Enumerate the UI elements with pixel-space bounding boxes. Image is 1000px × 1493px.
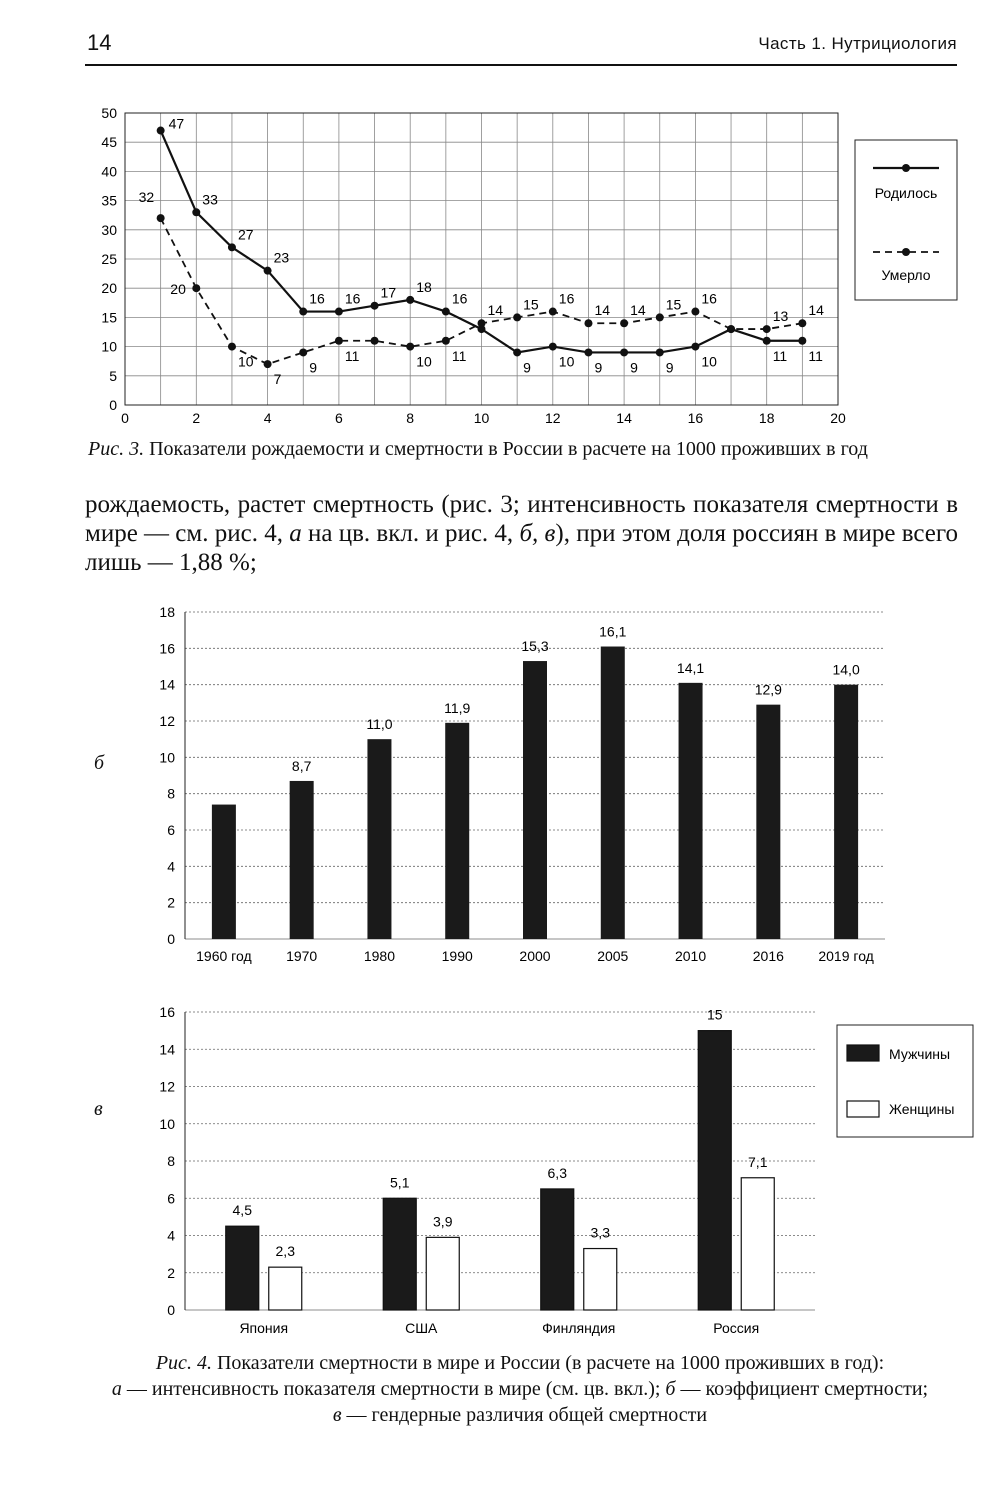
fig4v-y-tick: 0 bbox=[167, 1302, 175, 1318]
fig4b-data-label: 16,1 bbox=[599, 623, 627, 640]
fig3-x-tick: 4 bbox=[263, 410, 272, 426]
fig3-y-tick: 0 bbox=[109, 397, 117, 413]
fig4b-x-label: 2000 bbox=[519, 948, 551, 964]
fig3-point bbox=[584, 319, 592, 327]
fig4v-x-label: США bbox=[405, 1320, 438, 1336]
fig3-point bbox=[763, 325, 771, 333]
fig3-point bbox=[442, 337, 450, 345]
fig3-point bbox=[406, 296, 414, 304]
fig4b-y-tick: 6 bbox=[167, 822, 175, 838]
fig3-x-tick: 2 bbox=[192, 410, 201, 426]
fig4-caption-line2a: — интенсивность показателя смертности в мире (см. цв. вкл.); bbox=[121, 1378, 666, 1400]
fig3-y-tick: 10 bbox=[101, 338, 117, 355]
fig3-data-label: 14 bbox=[808, 302, 824, 319]
fig3-point bbox=[798, 319, 806, 327]
fig3-point bbox=[264, 360, 272, 368]
fig4b-bar bbox=[601, 647, 625, 939]
fig4b-y-tick: 4 bbox=[167, 858, 175, 875]
fig4b-data-label: 8,7 bbox=[291, 757, 312, 774]
fig4-caption-line1-text: Показатели смертности в мире и России (в расчете на 1000 проживших в год): bbox=[216, 1352, 885, 1374]
fig3-point bbox=[656, 348, 664, 356]
fig4v-y-tick: 10 bbox=[159, 1115, 175, 1132]
fig3-point bbox=[727, 325, 735, 333]
fig3-y-tick: 5 bbox=[109, 367, 117, 384]
fig3-x-tick: 20 bbox=[830, 410, 846, 426]
fig4b-x-label: 1990 bbox=[441, 948, 473, 964]
fig4b-bar bbox=[756, 705, 780, 939]
fig3-point bbox=[192, 208, 200, 216]
fig4v-bar-women bbox=[269, 1267, 302, 1310]
fig4-caption-line2b: — коэффициент смертности; bbox=[675, 1378, 929, 1400]
fig4b-x-label: 2019 год bbox=[818, 948, 874, 964]
fig3-data-label: 16 bbox=[344, 290, 361, 307]
fig3-data-label: 15 bbox=[523, 296, 539, 313]
fig4b-bar bbox=[212, 805, 236, 939]
fig3-point bbox=[406, 343, 414, 351]
fig4v-legend-swatch-men bbox=[847, 1045, 879, 1061]
fig4v-bar-men bbox=[383, 1198, 416, 1310]
fig3-point bbox=[299, 308, 307, 316]
fig3-data-label: 9 bbox=[665, 359, 674, 376]
fig4-caption-v: в bbox=[332, 1404, 342, 1426]
fig3-line-chart bbox=[0, 95, 1000, 435]
fig4b-x-label: 1980 bbox=[363, 948, 396, 964]
fig3-point bbox=[192, 284, 200, 292]
fig3-point bbox=[798, 337, 806, 345]
fig4b-y-tick: 14 bbox=[159, 676, 175, 693]
fig4b-x-label: 2010 bbox=[674, 948, 707, 964]
fig3-x-tick: 8 bbox=[406, 410, 415, 426]
fig4v-y-tick: 4 bbox=[167, 1227, 175, 1244]
body-ref-a: а bbox=[289, 520, 302, 547]
fig3-legend-marker-born bbox=[902, 164, 910, 172]
body-paragraph bbox=[85, 490, 958, 577]
fig4v-y-tick: 12 bbox=[159, 1078, 175, 1095]
fig3-point bbox=[549, 308, 557, 316]
fig4v-data-label: 2,3 bbox=[275, 1243, 295, 1260]
fig4b-bar bbox=[834, 685, 858, 939]
fig3-data-label: 11 bbox=[451, 347, 467, 364]
fig3-data-label: 9 bbox=[630, 359, 638, 376]
fig4v-data-label: 7,1 bbox=[748, 1153, 768, 1170]
fig3-data-label: 7 bbox=[273, 371, 282, 388]
fig4-caption-line2 bbox=[80, 1376, 960, 1402]
fig4b-data-label: 14,1 bbox=[676, 659, 705, 676]
fig4b-data-label: 15,3 bbox=[521, 638, 549, 655]
fig3-y-tick: 45 bbox=[101, 134, 117, 151]
fig4v-legend-box bbox=[837, 1025, 973, 1137]
fig3-data-label: 9 bbox=[594, 359, 603, 376]
fig3-data-label: 16 bbox=[451, 290, 468, 307]
fig4b-x-label: 2005 bbox=[597, 948, 629, 964]
fig4-caption-label: Рис. 4. bbox=[155, 1352, 212, 1374]
fig3-y-tick: 20 bbox=[101, 280, 117, 297]
fig4v-x-label: Финляндия bbox=[542, 1320, 616, 1336]
fig3-data-label: 32 bbox=[138, 189, 155, 206]
fig3-data-label: 14 bbox=[594, 302, 611, 319]
fig3-data-label: 16 bbox=[309, 290, 325, 307]
fig3-data-label: 17 bbox=[380, 284, 397, 301]
fig4b-y-tick: 16 bbox=[159, 640, 175, 657]
fig4v-y-tick: 14 bbox=[159, 1041, 175, 1058]
fig4v-bar-chart bbox=[0, 1000, 1000, 1345]
fig3-point bbox=[335, 337, 343, 345]
fig4b-x-label: 2016 bbox=[752, 948, 784, 964]
fig3-point bbox=[228, 343, 236, 351]
fig3-x-tick: 6 bbox=[335, 410, 343, 426]
fig4v-x-label: Япония bbox=[239, 1320, 289, 1336]
fig3-caption-label: Рис. 3. bbox=[88, 438, 145, 460]
fig3-data-label: 16 bbox=[558, 290, 575, 307]
fig3-point bbox=[335, 308, 343, 316]
fig3-data-label: 20 bbox=[170, 281, 186, 298]
fig4-caption-b: б bbox=[665, 1378, 676, 1400]
fig4b-bar bbox=[367, 739, 391, 939]
fig3-point bbox=[264, 267, 272, 275]
fig4b-y-tick: 10 bbox=[159, 749, 175, 766]
fig3-point bbox=[157, 127, 165, 135]
fig3-point bbox=[691, 343, 699, 351]
fig4b-y-tick: 12 bbox=[159, 713, 175, 729]
fig4v-data-label: 4,5 bbox=[232, 1202, 252, 1219]
fig4b-bar bbox=[679, 683, 703, 939]
fig3-y-tick: 35 bbox=[101, 192, 117, 209]
fig3-data-label: 10 bbox=[237, 353, 254, 370]
body-part-3: ), при этом доля россиян в мире всего лишь — 1,88 %; bbox=[85, 520, 958, 576]
fig3-data-label: 47 bbox=[168, 115, 185, 132]
fig3-y-tick: 50 bbox=[101, 105, 117, 121]
fig3-point bbox=[656, 313, 664, 321]
fig3-point bbox=[620, 348, 628, 356]
fig4-caption-line3 bbox=[80, 1402, 960, 1428]
fig4b-data-label: 14,0 bbox=[832, 661, 860, 678]
fig3-data-label: 16 bbox=[701, 290, 717, 307]
fig4v-data-label: 5,1 bbox=[390, 1174, 410, 1191]
fig3-point bbox=[299, 348, 307, 356]
fig4b-y-tick: 18 bbox=[159, 604, 175, 620]
fig3-point bbox=[513, 313, 521, 321]
body-part-2: на цв. вкл. и рис. 4, bbox=[301, 520, 520, 547]
fig3-point bbox=[763, 337, 771, 345]
fig3-x-tick: 0 bbox=[121, 410, 129, 426]
fig3-data-label: 33 bbox=[202, 191, 218, 208]
fig4b-bar bbox=[290, 781, 314, 939]
fig3-x-tick: 12 bbox=[545, 410, 561, 426]
fig4b-data-label: 11,9 bbox=[444, 699, 471, 716]
fig3-point bbox=[442, 308, 450, 316]
fig4v-bar-women bbox=[584, 1249, 617, 1310]
fig4v-x-label: Россия bbox=[713, 1320, 760, 1336]
fig3-y-tick: 30 bbox=[101, 221, 117, 238]
fig3-point bbox=[371, 302, 379, 310]
fig3-point bbox=[584, 348, 592, 356]
fig3-data-label: 14 bbox=[630, 302, 646, 319]
fig3-y-tick: 25 bbox=[101, 251, 117, 267]
fig4b-y-tick: 2 bbox=[167, 894, 175, 911]
fig3-caption-text: Показатели рождаемости и смертности в России в расчете на 1000 проживших в год bbox=[149, 438, 868, 460]
fig4b-data-label: 12,9 bbox=[754, 681, 782, 698]
fig3-data-label: 10 bbox=[558, 353, 575, 370]
fig4v-data-label: 3,3 bbox=[590, 1224, 610, 1241]
fig3-caption bbox=[88, 436, 968, 462]
fig4b-bar bbox=[445, 723, 469, 939]
fig4v-data-label: 3,9 bbox=[433, 1213, 453, 1230]
fig4v-y-tick: 8 bbox=[167, 1153, 175, 1169]
fig3-legend-label-born: Родилось bbox=[874, 185, 938, 201]
body-ref-bv: б, в bbox=[519, 520, 556, 547]
fig4v-data-label: 15 bbox=[706, 1006, 723, 1023]
fig4v-bar-men bbox=[541, 1189, 574, 1310]
fig3-data-label: 13 bbox=[772, 308, 789, 325]
fig3-data-label: 15 bbox=[665, 296, 682, 313]
fig3-point bbox=[228, 243, 236, 251]
fig4b-y-tick: 0 bbox=[167, 931, 175, 947]
fig4v-legend-label-men: Мужчины bbox=[889, 1046, 951, 1062]
fig4b-bar bbox=[523, 661, 547, 939]
fig4b-bar-chart bbox=[0, 600, 1000, 970]
fig4v-y-tick: 16 bbox=[159, 1004, 175, 1020]
fig4-caption bbox=[80, 1350, 960, 1428]
fig3-y-tick: 15 bbox=[101, 309, 117, 326]
fig3-x-tick: 18 bbox=[758, 410, 775, 426]
fig3-data-label: 11 bbox=[344, 347, 360, 364]
fig3-x-tick: 14 bbox=[616, 410, 632, 426]
fig4v-letter: в bbox=[94, 1098, 103, 1120]
fig3-data-label: 10 bbox=[416, 353, 432, 370]
fig4-caption-line1 bbox=[80, 1350, 960, 1376]
fig3-data-label: 11 bbox=[808, 347, 823, 364]
fig4b-y-tick: 8 bbox=[167, 785, 175, 802]
fig3-data-label: 9 bbox=[523, 359, 531, 376]
fig3-legend-label-died: Умерло bbox=[881, 267, 931, 283]
fig4b-data-label: 11,0 bbox=[366, 716, 393, 733]
fig4v-data-label: 6,3 bbox=[547, 1164, 567, 1181]
fig4v-bar-men bbox=[226, 1226, 259, 1310]
fig3-point bbox=[620, 319, 628, 327]
fig3-legend-marker-died bbox=[902, 248, 910, 256]
fig4v-legend-swatch-women bbox=[847, 1101, 879, 1117]
fig4b-x-label: 1970 bbox=[286, 948, 318, 964]
fig4b-x-label: 1960 год bbox=[196, 948, 252, 964]
fig4v-y-tick: 6 bbox=[167, 1190, 175, 1207]
fig3-point bbox=[691, 308, 699, 316]
fig3-data-label: 18 bbox=[416, 278, 432, 295]
fig3-x-tick: 10 bbox=[473, 410, 490, 426]
fig3-data-label: 9 bbox=[309, 359, 318, 376]
fig3-point bbox=[157, 214, 165, 222]
fig3-point bbox=[371, 337, 379, 345]
fig3-point bbox=[513, 348, 521, 356]
fig4-caption-line3-text: — гендерные различия общей смертности bbox=[341, 1404, 708, 1426]
page-header bbox=[85, 30, 957, 66]
fig4v-bar-men bbox=[698, 1031, 731, 1310]
fig3-point bbox=[549, 343, 557, 351]
body-part-1: рождаемость, растет смертность (рис. 3; интенсивность показателя смертности в мире — см. рис. 4, bbox=[85, 491, 958, 547]
page-number: 14 bbox=[87, 30, 112, 55]
fig3-y-tick: 40 bbox=[101, 163, 117, 180]
fig3-data-label: 11 bbox=[772, 347, 788, 364]
fig3-data-label: 14 bbox=[487, 302, 504, 319]
fig4v-legend-label-women: Женщины bbox=[889, 1101, 955, 1117]
fig4-caption-a: а bbox=[111, 1378, 122, 1400]
fig4v-bar-women bbox=[741, 1178, 774, 1310]
fig3-data-label: 10 bbox=[701, 353, 717, 370]
running-title: Часть 1. Нутрициология bbox=[758, 34, 957, 53]
fig4v-bar-women bbox=[426, 1237, 459, 1310]
fig4b-letter: б bbox=[94, 752, 105, 774]
fig4v-y-tick: 2 bbox=[167, 1264, 175, 1281]
fig3-data-label: 27 bbox=[237, 226, 254, 243]
fig3-x-tick: 16 bbox=[687, 410, 704, 426]
fig3-data-label: 23 bbox=[273, 249, 290, 266]
fig3-point bbox=[478, 319, 486, 327]
